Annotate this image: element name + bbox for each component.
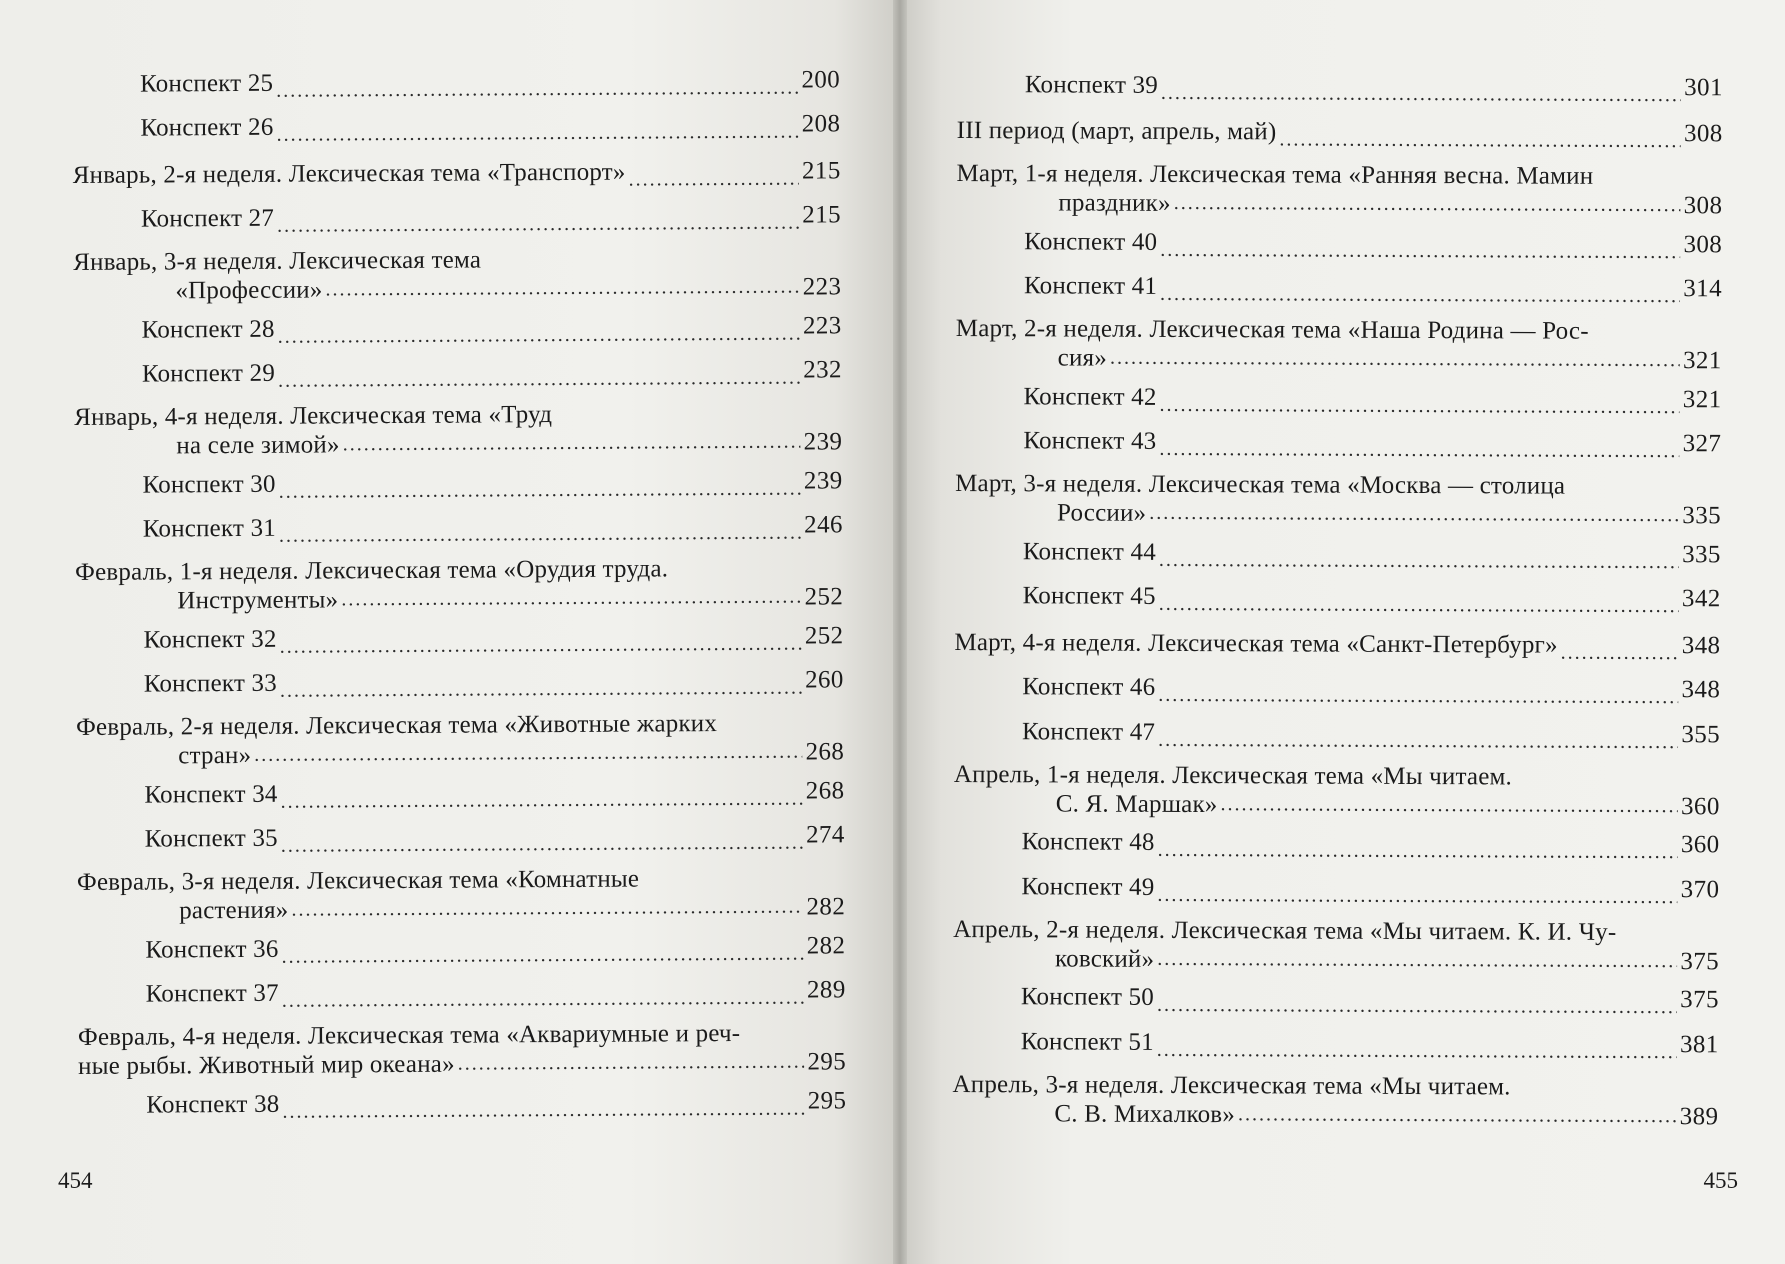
toc-heading-title: Март, 4-я неделя. Лексическая тема «Санкт-Петербург» bbox=[954, 628, 1558, 659]
toc-section-heading bbox=[954, 755, 1720, 822]
leader-dots bbox=[1220, 793, 1678, 821]
toc-page-number: 215 bbox=[801, 157, 841, 185]
toc-page-number: 375 bbox=[1680, 986, 1719, 1014]
toc-heading-line-1: Апрель, 3-я неделя. Лексическая тема «Мы читаем. bbox=[952, 1070, 1511, 1100]
toc-item-title: Конспект 47 bbox=[1022, 718, 1156, 746]
toc-item bbox=[73, 193, 841, 242]
toc-item bbox=[78, 1078, 846, 1127]
toc-item-title: Конспект 35 bbox=[144, 825, 278, 853]
toc-heading-line-2: на селе зимой» bbox=[176, 431, 340, 460]
toc-item-title: Конспект 46 bbox=[1022, 673, 1156, 702]
toc-section-heading bbox=[73, 148, 841, 197]
toc-page-number: 208 bbox=[801, 110, 841, 138]
toc-section-heading bbox=[956, 310, 1722, 377]
leader-dots bbox=[458, 1051, 805, 1079]
toc-page-number: 246 bbox=[804, 511, 843, 539]
toc-page-number: 370 bbox=[1680, 875, 1720, 904]
toc-item bbox=[77, 923, 845, 972]
toc-item-title: Конспект 38 bbox=[146, 1090, 280, 1119]
leader-dots bbox=[276, 121, 798, 150]
leader-dots bbox=[1158, 728, 1678, 756]
toc-item bbox=[957, 62, 1723, 110]
toc-item bbox=[953, 974, 1719, 1022]
toc-page-number: 314 bbox=[1683, 275, 1723, 303]
toc-page-number: 375 bbox=[1680, 947, 1720, 975]
toc-item-title: Конспект 40 bbox=[1024, 228, 1158, 256]
toc-item bbox=[74, 348, 842, 397]
toc-page-number: 268 bbox=[805, 777, 845, 805]
leader-dots bbox=[1159, 548, 1679, 576]
leader-dots bbox=[325, 276, 799, 305]
leader-dots bbox=[254, 741, 802, 770]
toc-page-number: 232 bbox=[803, 356, 842, 384]
toc-item bbox=[954, 819, 1720, 867]
toc-heading-line-1: Март, 1-я неделя. Лексическая тема «Ранняя весна. Мамин bbox=[956, 159, 1594, 190]
toc-heading-line-2-row bbox=[956, 188, 1722, 220]
leader-dots bbox=[281, 942, 803, 971]
toc-section-heading bbox=[75, 549, 843, 618]
toc-heading-line-2: растения» bbox=[179, 896, 289, 925]
toc-page-number: 268 bbox=[805, 738, 845, 766]
toc-item bbox=[954, 664, 1720, 712]
toc-page-number: 289 bbox=[806, 976, 846, 1004]
toc-heading-line-2-row bbox=[953, 943, 1719, 975]
toc-item-title: Конспект 34 bbox=[144, 780, 278, 809]
toc-heading-line-2: ные рыбы. Животный мир океана» bbox=[78, 1050, 455, 1080]
toc-item bbox=[956, 219, 1722, 267]
toc-heading-line-2-row bbox=[75, 582, 843, 616]
toc-heading-line-2: праздник» bbox=[1058, 189, 1171, 217]
toc-heading-line-2-row bbox=[955, 498, 1721, 530]
toc-heading-line-1: Январь, 3-я неделя. Лексическая тема bbox=[73, 246, 482, 276]
toc-page-number: 295 bbox=[807, 1087, 847, 1115]
toc-heading-line-1: Апрель, 1-я неделя. Лексическая тема «Мы читаем. bbox=[953, 760, 1513, 790]
toc-heading-line-2: С. Я. Маршак» bbox=[1055, 789, 1218, 818]
leader-dots bbox=[291, 896, 803, 925]
toc-section-heading bbox=[955, 465, 1721, 532]
leader-dots bbox=[280, 677, 802, 706]
toc-heading-title: Январь, 2-я неделя. Лексическая тема «Транспорт» bbox=[72, 158, 626, 189]
toc-heading-line-2-row bbox=[77, 892, 845, 926]
toc-page-number: 301 bbox=[1684, 73, 1723, 102]
toc-heading-line-2-row bbox=[76, 737, 844, 771]
table-of-contents-right bbox=[952, 62, 1723, 1133]
toc-page-number: 239 bbox=[803, 428, 843, 456]
toc-heading-line-1: Апрель, 2-я неделя. Лексическая тема «Мы читаем. К. И. Чу- bbox=[953, 915, 1617, 946]
toc-page-number: 355 bbox=[1681, 720, 1721, 749]
leader-dots bbox=[278, 322, 800, 351]
toc-item-title: Конспект 43 bbox=[1023, 427, 1157, 456]
toc-heading-line-1: Февраль, 1-я неделя. Лексическая тема «Орудия труда. bbox=[75, 555, 669, 586]
leader-dots bbox=[1161, 81, 1681, 109]
toc-heading-line-2: Инструменты» bbox=[177, 586, 339, 615]
leader-dots bbox=[279, 477, 801, 506]
leader-dots bbox=[1110, 347, 1680, 375]
right-page bbox=[897, 0, 1785, 1264]
toc-item-title: Конспект 41 bbox=[1023, 272, 1158, 301]
toc-heading-line-1: Февраль, 2-я неделя. Лексическая тема «Животные жарких bbox=[75, 710, 718, 741]
toc-page-number: 223 bbox=[802, 312, 842, 340]
leader-dots bbox=[1238, 1103, 1677, 1131]
toc-section-heading bbox=[76, 704, 844, 773]
toc-section-heading bbox=[956, 155, 1722, 222]
toc-page-number: 223 bbox=[802, 273, 842, 301]
leader-dots bbox=[276, 76, 798, 105]
toc-heading-line-2-row bbox=[952, 1098, 1718, 1130]
toc-section-heading bbox=[73, 239, 841, 308]
leader-dots bbox=[1160, 283, 1680, 311]
toc-item-title: Конспект 31 bbox=[142, 515, 277, 543]
toc-item-title: Конспект 26 bbox=[140, 114, 274, 142]
toc-heading-line-2: С. В. Михалков» bbox=[1054, 1099, 1236, 1128]
leader-dots bbox=[629, 167, 800, 194]
toc-item-title: Конспект 36 bbox=[145, 935, 279, 964]
toc-item-title: Конспект 48 bbox=[1021, 828, 1155, 857]
toc-item bbox=[78, 968, 846, 1017]
toc-page-number: 295 bbox=[807, 1048, 847, 1076]
book-gutter bbox=[893, 0, 907, 1264]
toc-item bbox=[76, 658, 844, 707]
toc-page-number: 274 bbox=[805, 821, 845, 849]
toc-item-title: Конспект 28 bbox=[141, 315, 275, 344]
toc-section-heading bbox=[954, 620, 1720, 668]
toc-page-number: 308 bbox=[1683, 120, 1723, 148]
toc-heading-line-2-row bbox=[954, 788, 1720, 820]
leader-dots bbox=[282, 987, 804, 1016]
toc-section-heading bbox=[953, 910, 1719, 977]
leader-dots bbox=[341, 586, 801, 615]
toc-heading-line-2-row bbox=[78, 1047, 846, 1081]
toc-page-number: 342 bbox=[1681, 585, 1721, 613]
toc-section-heading bbox=[74, 394, 842, 463]
toc-item-title: Конспект 51 bbox=[1020, 1028, 1154, 1056]
toc-page-number: 260 bbox=[805, 666, 844, 694]
toc-heading-line-1: Март, 2-я неделя. Лексическая тема «Наша Родина — Рос- bbox=[955, 314, 1589, 345]
toc-item-title: Конспект 44 bbox=[1022, 538, 1157, 566]
leader-dots bbox=[343, 431, 801, 460]
toc-heading-line-2: сия» bbox=[1057, 344, 1108, 372]
toc-item bbox=[74, 303, 842, 352]
toc-heading-line-2-row bbox=[74, 427, 842, 461]
toc-item-title: Конспект 30 bbox=[142, 470, 276, 499]
leader-dots bbox=[279, 522, 801, 551]
toc-item bbox=[75, 503, 843, 552]
toc-item-title: Конспект 50 bbox=[1020, 983, 1155, 1012]
toc-page-number: 335 bbox=[1682, 540, 1721, 569]
page-number-right: 455 bbox=[1703, 1168, 1738, 1193]
leader-dots bbox=[1279, 128, 1681, 156]
toc-item-title: Конспект 42 bbox=[1023, 383, 1157, 411]
page-number-left: 454 bbox=[58, 1168, 93, 1193]
toc-heading-line-1: Март, 3-я неделя. Лексическая тема «Москва — столица bbox=[955, 469, 1566, 500]
leader-dots bbox=[1561, 641, 1679, 668]
toc-item-title: Конспект 45 bbox=[1022, 582, 1156, 611]
toc-page-number: 308 bbox=[1683, 192, 1723, 220]
leader-dots bbox=[282, 1097, 804, 1126]
toc-page-number: 252 bbox=[804, 622, 844, 650]
toc-item bbox=[955, 529, 1721, 577]
toc-item bbox=[953, 864, 1719, 912]
toc-item-title: Конспект 49 bbox=[1021, 873, 1155, 901]
toc-item bbox=[75, 613, 843, 662]
leader-dots bbox=[1160, 393, 1680, 421]
toc-item-title: Конспект 27 bbox=[140, 205, 275, 233]
toc-item bbox=[955, 418, 1721, 466]
toc-page-number: 327 bbox=[1682, 430, 1722, 458]
leader-dots bbox=[1159, 438, 1679, 466]
toc-item-title: Конспект 37 bbox=[145, 980, 279, 1008]
toc-item bbox=[77, 813, 845, 862]
leader-dots bbox=[280, 632, 802, 661]
leader-dots bbox=[281, 832, 803, 861]
leader-dots bbox=[1157, 994, 1677, 1022]
toc-page-number: 348 bbox=[1681, 676, 1721, 704]
toc-section-heading bbox=[78, 1014, 846, 1083]
leader-dots bbox=[1174, 192, 1681, 220]
toc-page-number: 282 bbox=[806, 932, 846, 960]
toc-heading-line-2-row bbox=[956, 343, 1722, 375]
toc-item bbox=[72, 102, 840, 151]
leader-dots bbox=[278, 367, 800, 396]
toc-page-number: 321 bbox=[1682, 347, 1722, 375]
toc-item-title: Конспект 32 bbox=[143, 625, 277, 654]
toc-item-title: Конспект 29 bbox=[141, 360, 276, 388]
leader-dots bbox=[1157, 947, 1677, 975]
toc-heading-line-1: Январь, 4-я неделя. Лексическая тема «Труд bbox=[74, 401, 553, 431]
toc-item-title: Конспект 39 bbox=[1024, 71, 1159, 99]
toc-section-heading bbox=[957, 108, 1723, 156]
toc-page-number: 381 bbox=[1679, 1030, 1719, 1059]
leader-dots bbox=[1158, 684, 1678, 712]
toc-item bbox=[74, 458, 842, 507]
leader-dots bbox=[1149, 502, 1679, 530]
toc-item bbox=[72, 57, 840, 106]
toc-item bbox=[956, 263, 1722, 311]
leader-dots bbox=[1160, 238, 1680, 266]
toc-heading-line-2-row bbox=[73, 272, 841, 306]
toc-page-number: 321 bbox=[1682, 385, 1722, 414]
toc-item-title: Конспект 25 bbox=[140, 69, 274, 98]
toc-page-number: 282 bbox=[806, 893, 846, 921]
leader-dots bbox=[1157, 883, 1677, 911]
toc-page-number: 200 bbox=[801, 66, 841, 94]
toc-heading-line-2: «Профессии» bbox=[175, 276, 323, 305]
toc-page-number: 308 bbox=[1683, 230, 1723, 259]
leader-dots bbox=[1157, 1038, 1677, 1066]
toc-page-number: 252 bbox=[804, 583, 844, 611]
toc-page-number: 335 bbox=[1682, 502, 1722, 530]
toc-page-number: 360 bbox=[1680, 792, 1720, 820]
toc-section-heading bbox=[952, 1065, 1718, 1132]
leader-dots bbox=[1159, 593, 1679, 621]
toc-page-number: 389 bbox=[1679, 1102, 1719, 1130]
toc-heading-line-1: Февраль, 4-я неделя. Лексическая тема «Аквариумные и реч- bbox=[77, 1019, 741, 1051]
toc-page-number: 360 bbox=[1680, 831, 1720, 859]
leader-dots bbox=[281, 787, 803, 816]
toc-heading-line-2: стран» bbox=[178, 741, 252, 770]
toc-item-title: Конспект 33 bbox=[143, 670, 277, 698]
toc-heading-title: III период (март, апрель, май) bbox=[956, 117, 1277, 146]
toc-item bbox=[955, 374, 1721, 422]
toc-item bbox=[955, 573, 1721, 621]
toc-item bbox=[76, 768, 844, 817]
toc-heading-line-1: Февраль, 3-я неделя. Лексическая тема «Комнатные bbox=[76, 865, 640, 896]
toc-page-number: 239 bbox=[803, 467, 843, 495]
toc-item bbox=[953, 1019, 1719, 1067]
table-of-contents-left bbox=[72, 57, 846, 1127]
toc-section-heading bbox=[77, 859, 845, 928]
toc-heading-line-2: России» bbox=[1056, 499, 1147, 527]
toc-page-number: 348 bbox=[1681, 631, 1721, 660]
toc-item bbox=[954, 709, 1720, 757]
toc-page-number: 215 bbox=[802, 201, 842, 229]
leader-dots bbox=[277, 212, 799, 241]
toc-heading-line-2: ковский» bbox=[1055, 944, 1155, 973]
leader-dots bbox=[1158, 839, 1678, 867]
